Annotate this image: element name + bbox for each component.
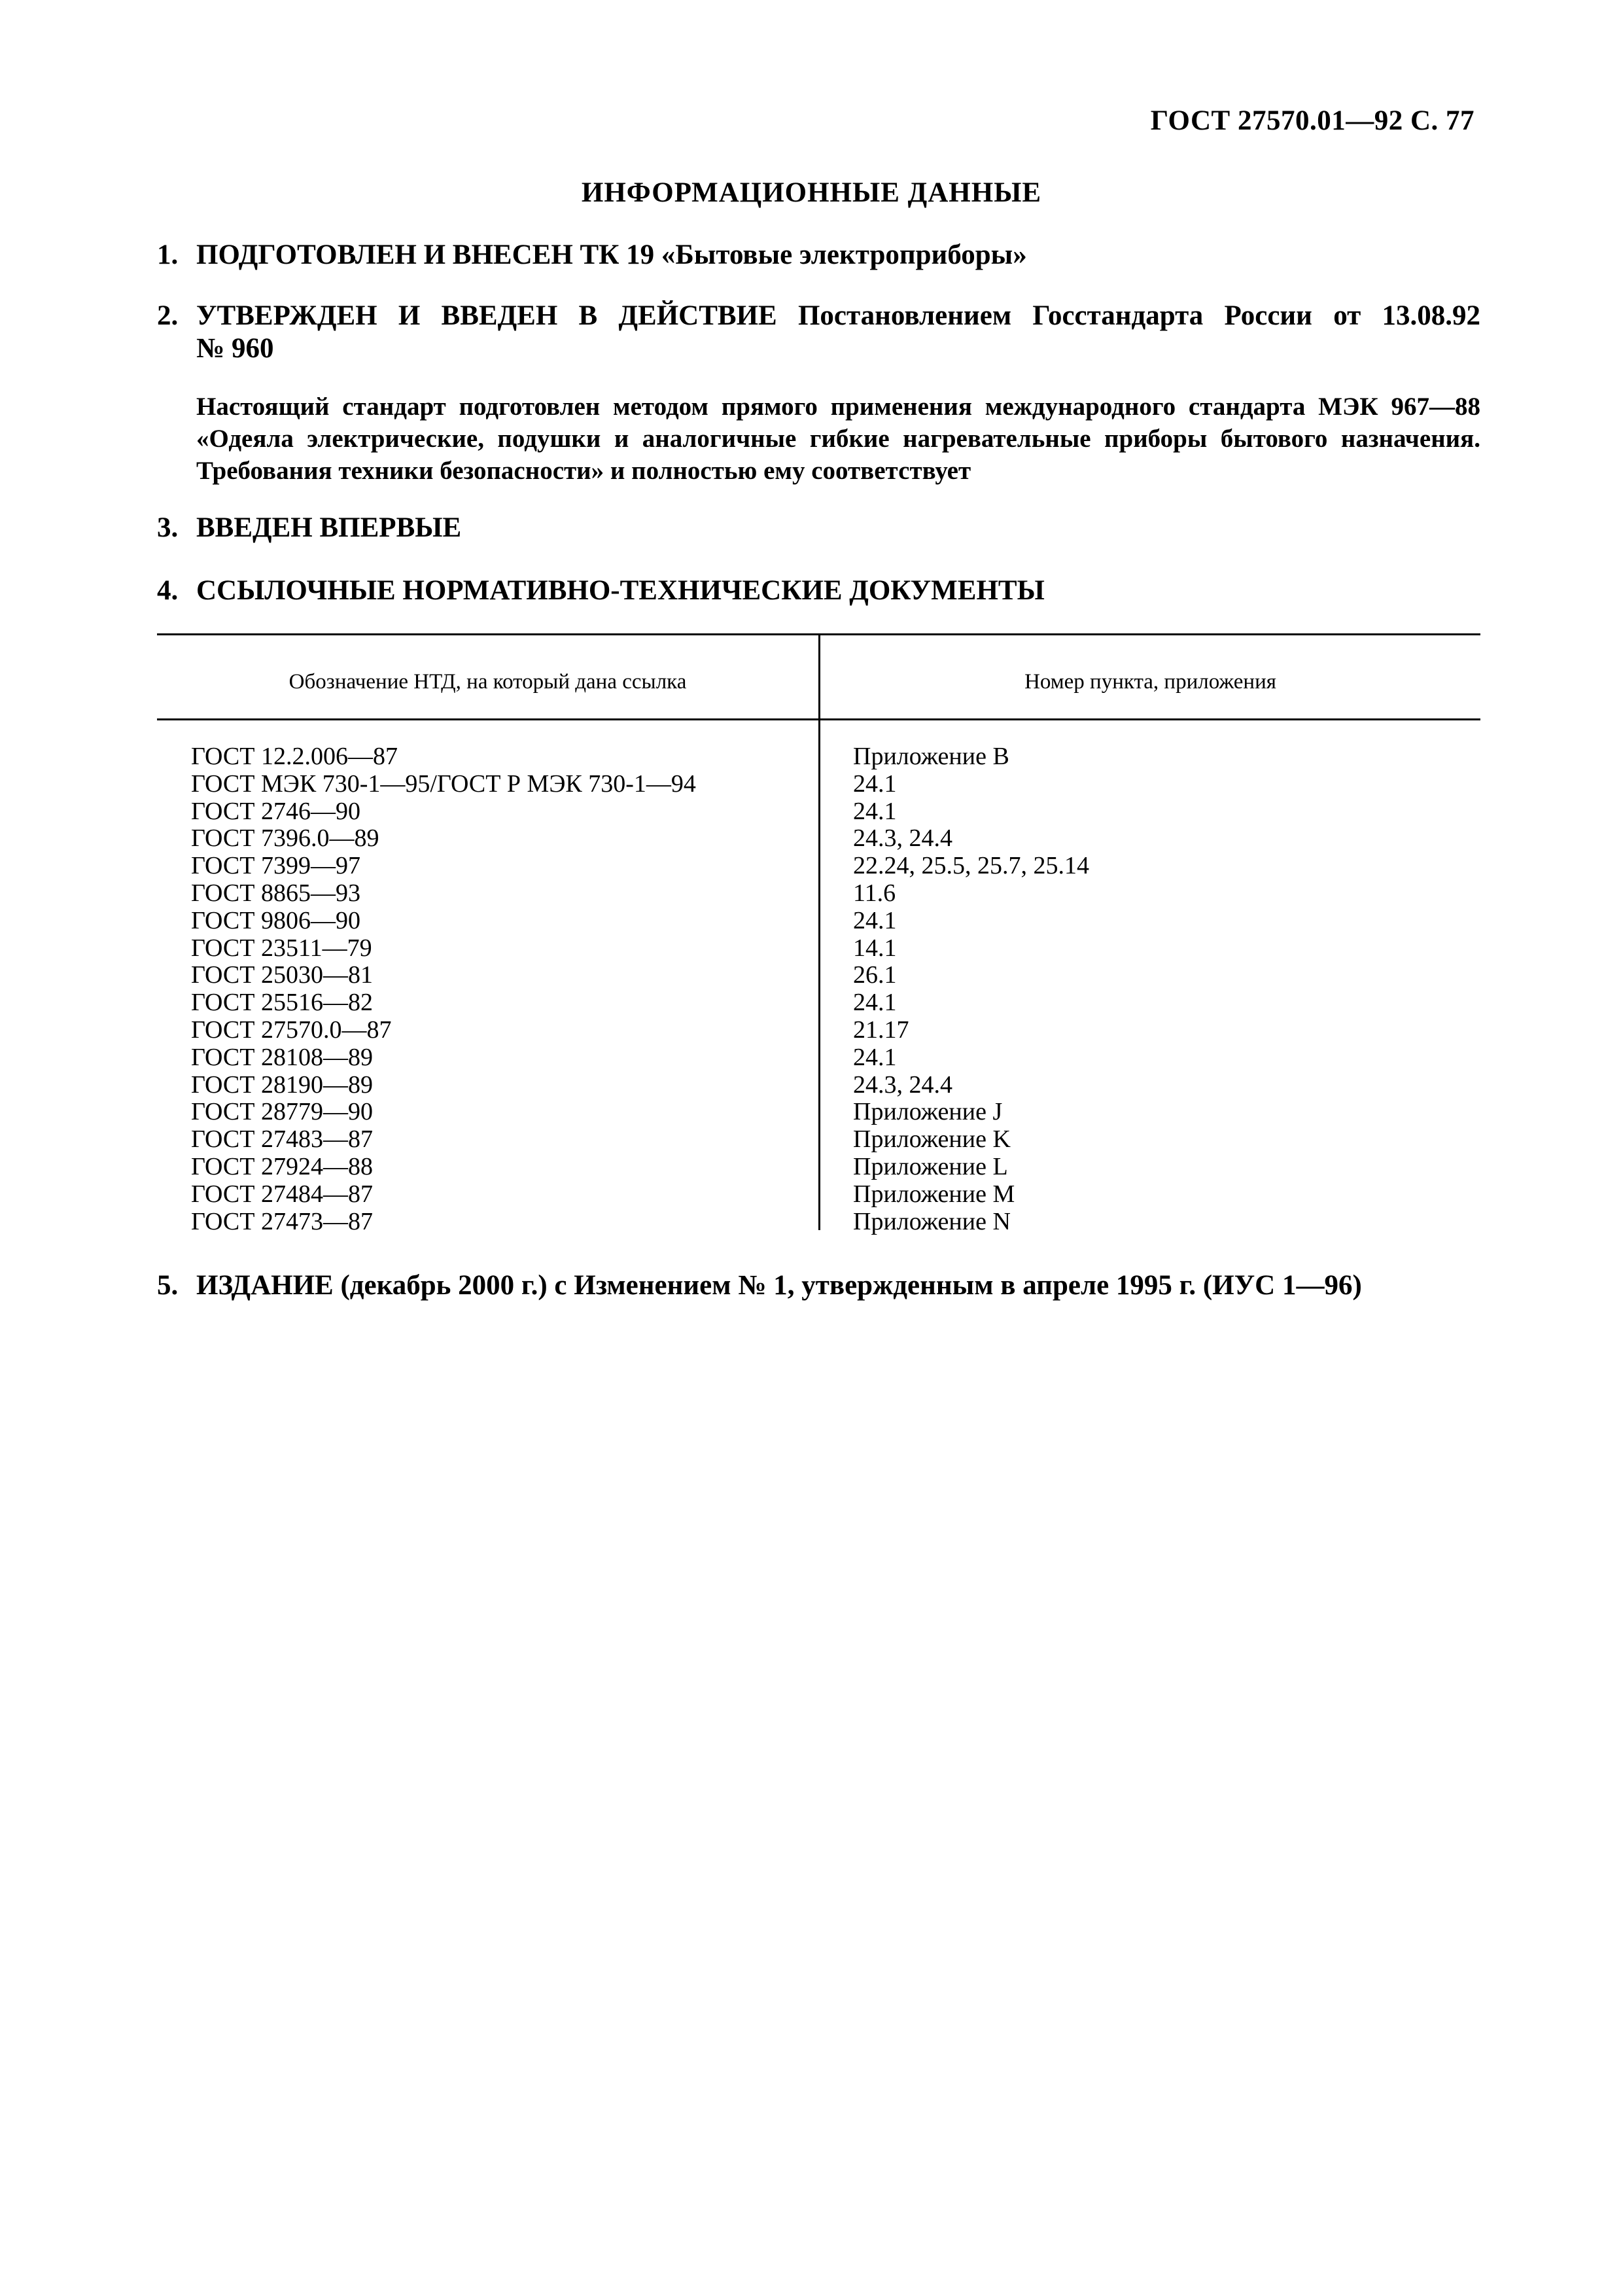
- table-cell-designation: ГОСТ 7399—97: [191, 852, 360, 880]
- section-1: [157, 239, 1480, 272]
- table-cell-clause: 24.1: [853, 989, 897, 1017]
- table-cell-clause: 21.17: [853, 1016, 909, 1044]
- table-cell-designation: ГОСТ 7396.0—89: [191, 824, 379, 853]
- table-cell-clause: Приложение K: [853, 1125, 1011, 1154]
- table-cell-clause: 24.3, 24.4: [853, 1070, 952, 1099]
- table-cell-designation: ГОСТ 25030—81: [191, 961, 373, 989]
- section-2: [157, 300, 1480, 364]
- table-cell-clause: 24.3, 24.4: [853, 824, 952, 853]
- section-number: 4.: [157, 575, 179, 606]
- table-cell-designation: ГОСТ 28190—89: [191, 1070, 373, 1099]
- table-cell-clause: Приложение M: [853, 1180, 1015, 1208]
- page-header: ГОСТ 27570.01—92 С. 77: [1150, 105, 1475, 136]
- table-header-clause: Номер пункта, приложения: [1024, 670, 1276, 694]
- table-cell-designation: ГОСТ 28108—89: [191, 1043, 373, 1071]
- section-number: 3.: [157, 512, 179, 543]
- table-cell-designation: ГОСТ 9806—90: [191, 906, 360, 934]
- section-text: ИЗДАНИЕ (декабрь 2000 г.) с Изменением № 1, утвержденным в апреле 1995 г. (ИУС 1—96): [196, 1270, 1362, 1301]
- table-column-divider: [818, 633, 820, 1230]
- table-header-rule: [157, 718, 1480, 720]
- page-title: ИНФОРМАЦИОННЫЕ ДАННЫЕ: [581, 177, 1042, 208]
- table-cell-clause: 24.1: [853, 906, 897, 934]
- table-cell-designation: ГОСТ 25516—82: [191, 989, 373, 1017]
- section-text: ПОДГОТОВЛЕН И ВНЕСЕН ТК 19 «Бытовые электроприборы»: [196, 239, 1027, 270]
- table-cell-designation: ГОСТ 27570.0—87: [191, 1016, 392, 1044]
- section-text: ССЫЛОЧНЫЕ НОРМАТИВНО-ТЕХНИЧЕСКИЕ ДОКУМЕНТЫ: [196, 575, 1045, 606]
- section-number: 2.: [157, 300, 179, 331]
- table-cell-designation: ГОСТ 12.2.006—87: [191, 743, 398, 770]
- table-cell-clause: Приложение L: [853, 1152, 1008, 1180]
- note-paragraph: Настоящий стандарт подготовлен методом прямого применения международного стандарта МЭК 967—88 «Одеяла электрические, подушки и аналогичные гибкие нагревательные приборы бытового назначения. Требования техники безопасности» и полностью ему соответствует: [196, 393, 1480, 485]
- table-column-clauses: [853, 743, 1089, 1235]
- reference-table: [157, 633, 1480, 1235]
- section-text-line: № 960: [196, 333, 274, 364]
- table-header-designation: Обозначение НТД, на который дана ссылка: [288, 670, 687, 694]
- table-cell-designation: ГОСТ 27484—87: [191, 1180, 373, 1208]
- table-cell-clause: 11.6: [853, 879, 896, 907]
- table-cell-designation: ГОСТ 27473—87: [191, 1207, 373, 1235]
- section-text: ВВЕДЕН ВПЕРВЫЕ: [196, 512, 462, 543]
- table-cell-clause: 14.1: [853, 934, 897, 962]
- table-cell-clause: 22.24, 25.5, 25.7, 25.14: [853, 852, 1089, 880]
- table-cell-designation: ГОСТ МЭК 730-1—95/ГОСТ Р МЭК 730-1—94: [191, 769, 696, 798]
- table-cell-clause: Приложение J: [853, 1098, 1003, 1126]
- table-cell-designation: ГОСТ 27483—87: [191, 1125, 373, 1154]
- section-text-line: УТВЕРЖДЕН И ВВЕДЕН В ДЕЙСТВИЕ Постановлением Госстандарта России от 13.08.92: [196, 300, 1480, 331]
- table-column-designations: [191, 743, 696, 1235]
- section-4: [157, 574, 1480, 607]
- table-cell-clause: Приложение B: [853, 743, 1009, 770]
- table-cell-clause: Приложение N: [853, 1207, 1011, 1235]
- section-number: 1.: [157, 239, 179, 270]
- section-5: [157, 1269, 1480, 1302]
- table-cell-designation: ГОСТ 28779—90: [191, 1098, 373, 1126]
- table-cell-clause: 26.1: [853, 961, 897, 989]
- section-number: 5.: [157, 1270, 179, 1301]
- table-cell-clause: 24.1: [853, 1043, 897, 1071]
- section-3: [157, 512, 1480, 544]
- table-cell-clause: 24.1: [853, 797, 897, 825]
- table-cell-designation: ГОСТ 2746—90: [191, 797, 360, 825]
- table-cell-clause: 24.1: [853, 769, 897, 798]
- table-cell-designation: ГОСТ 23511—79: [191, 934, 372, 962]
- table-cell-designation: ГОСТ 27924—88: [191, 1152, 373, 1180]
- section-text: [196, 300, 1480, 365]
- table-cell-designation: ГОСТ 8865—93: [191, 879, 360, 907]
